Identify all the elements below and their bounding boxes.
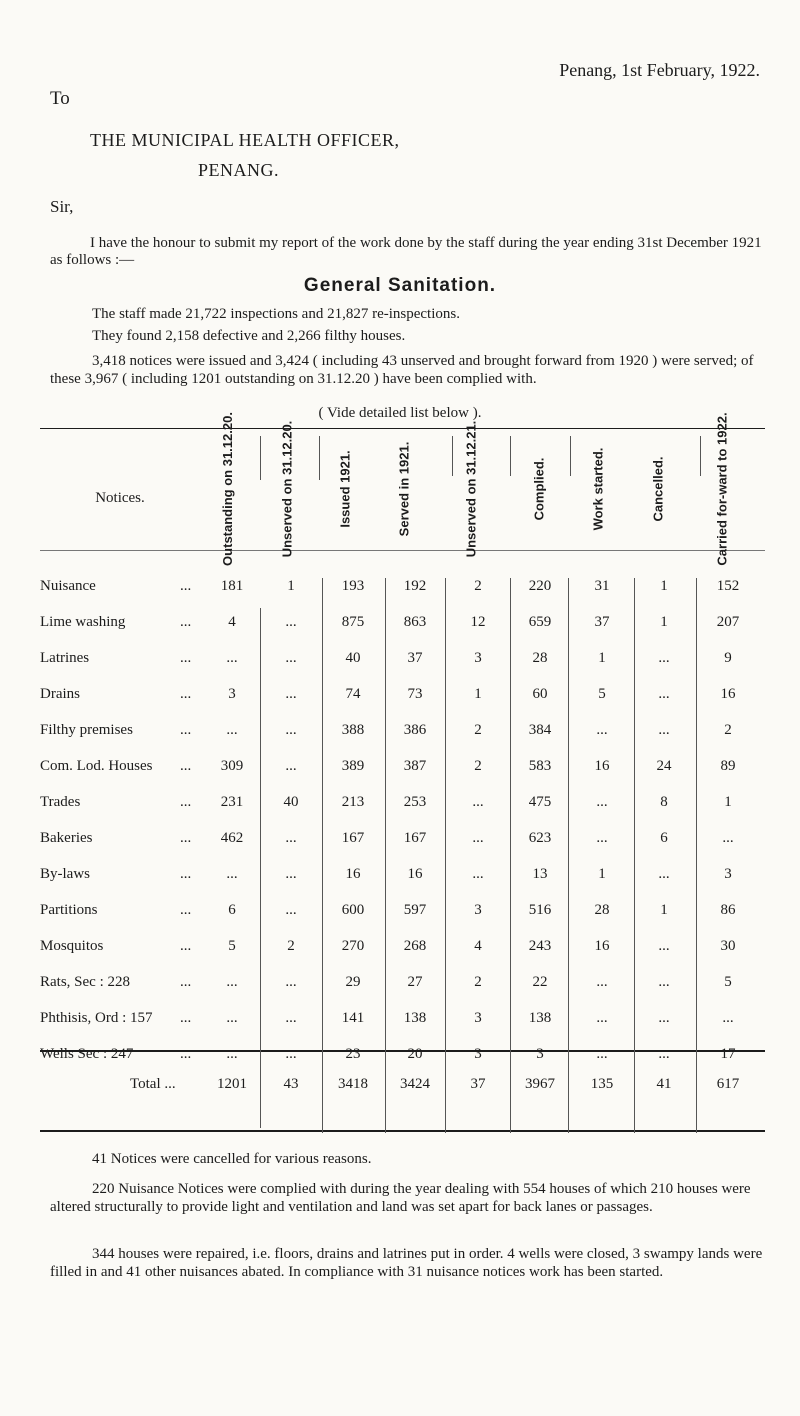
- row-label: Drains ...: [40, 686, 192, 702]
- col-divider: [260, 436, 261, 480]
- table-cell: 40: [345, 650, 361, 666]
- col-header-served: Served in 1921.: [396, 441, 412, 537]
- table-cell: ...: [472, 866, 484, 882]
- table-cell: 6: [228, 902, 236, 918]
- table-cell: 141: [341, 1010, 365, 1026]
- table-row: [40, 974, 765, 1010]
- table-cell: ...: [472, 830, 484, 846]
- table-cell: 193: [341, 578, 365, 594]
- table-cell: ...: [658, 974, 670, 990]
- table-cell: ...: [226, 1010, 238, 1026]
- col-header-unserved-21: Unserved on 31.12.21.: [463, 420, 479, 558]
- row-label: Trades ...: [40, 794, 192, 810]
- table-row: [40, 1010, 765, 1046]
- col-divider: [510, 436, 511, 476]
- footer-cancelled: 41 Notices were cancelled for various reasons.: [92, 1151, 372, 1167]
- table-cell: ...: [226, 974, 238, 990]
- table-cell: 3: [228, 686, 236, 702]
- table-cell: 16: [720, 686, 736, 702]
- table-cell: ...: [658, 938, 670, 954]
- table-cell: 24: [656, 758, 672, 774]
- table-cell: 243: [528, 938, 552, 954]
- row-label: Mosquitos ...: [40, 938, 192, 954]
- table-cell: ...: [596, 974, 608, 990]
- row-label: Nuisance ...: [40, 578, 192, 594]
- table-cell: ...: [596, 830, 608, 846]
- intro-paragraph: I have the honour to submit my report of the work done by the staff during the year ending 31st December 1921 as follows :—: [50, 235, 762, 268]
- header-rule: [40, 550, 765, 551]
- table-cell: 3: [724, 866, 732, 882]
- table-cell: 20: [407, 1046, 423, 1062]
- table-cell: 5: [724, 974, 732, 990]
- table-cell: 388: [341, 722, 365, 738]
- table-cell: ...: [658, 650, 670, 666]
- table-cell: ...: [596, 794, 608, 810]
- table-cell: 4: [474, 938, 482, 954]
- table-cell: 17: [720, 1046, 736, 1062]
- total-cell: 43: [283, 1076, 299, 1092]
- table-cell: 600: [341, 902, 365, 918]
- table-cell: ...: [596, 1046, 608, 1062]
- table-cell: 27: [407, 974, 423, 990]
- table-cell: 213: [341, 794, 365, 810]
- table-cell: ...: [658, 686, 670, 702]
- row-label: Filthy premises ...: [40, 722, 192, 738]
- table-cell: 309: [220, 758, 244, 774]
- table-cell: 9: [724, 650, 732, 666]
- table-cell: 386: [403, 722, 427, 738]
- paragraph-notices: 3,418 notices were issued and 3,424 ( including 43 unserved and brought forward from 1920 ) were served; of these 3,967 ( including 1201 outstanding on 31.12.20 ) have been complied with.: [50, 353, 754, 387]
- total-label: Total ...: [130, 1076, 176, 1092]
- paragraph-inspections: The staff made 21,722 inspections and 21,827 re-inspections.: [92, 306, 460, 322]
- table-cell: ...: [285, 866, 297, 882]
- col-header-cancelled: Cancelled.: [651, 456, 666, 522]
- table-cell: 5: [598, 686, 606, 702]
- row-label: Latrines ...: [40, 650, 192, 666]
- table-cell: 2: [474, 722, 482, 738]
- table-cell: 3: [474, 1046, 482, 1062]
- table-cell: 5: [228, 938, 236, 954]
- table-cell: 74: [345, 686, 361, 702]
- row-label: Lime washing ...: [40, 614, 192, 630]
- row-label: Partitions ...: [40, 902, 192, 918]
- table-cell: 28: [532, 650, 548, 666]
- col-divider: [700, 436, 701, 476]
- table-cell: 40: [283, 794, 299, 810]
- table-row: [40, 938, 765, 974]
- table-row: [40, 686, 765, 722]
- table-cell: 60: [532, 686, 548, 702]
- table-cell: 583: [528, 758, 552, 774]
- table-cell: 3: [474, 902, 482, 918]
- table-cell: 387: [403, 758, 427, 774]
- table-cell: 623: [528, 830, 552, 846]
- table-cell: 89: [720, 758, 736, 774]
- table-cell: 1: [660, 614, 668, 630]
- col-header-carried-forward: Carried for-ward to 1922.: [715, 412, 730, 566]
- table-cell: 37: [407, 650, 423, 666]
- table-cell: ...: [722, 830, 734, 846]
- table-row: [40, 866, 765, 902]
- table-row: [40, 650, 765, 686]
- table-row: [40, 902, 765, 938]
- table-cell: ...: [285, 830, 297, 846]
- table-cell: 12: [470, 614, 486, 630]
- table-cell: 23: [345, 1046, 361, 1062]
- table-cell: 152: [716, 578, 740, 594]
- table-cell: 875: [341, 614, 365, 630]
- table-row: [40, 722, 765, 758]
- table-cell: ...: [658, 866, 670, 882]
- table-row: [40, 794, 765, 830]
- total-cell: 3424: [400, 1076, 430, 1092]
- table-cell: ...: [285, 614, 297, 630]
- col-header-work-started: Work started.: [590, 447, 605, 531]
- table-cell: 138: [528, 1010, 552, 1026]
- table-cell: 2: [287, 938, 295, 954]
- table-cell: 28: [594, 902, 610, 918]
- table-cell: 29: [345, 974, 361, 990]
- table-cell: 8: [660, 794, 668, 810]
- table-cell: ...: [658, 1046, 670, 1062]
- table-cell: 2: [474, 974, 482, 990]
- col-header-outstanding: Outstanding on 31.12.20.: [220, 412, 235, 566]
- table-bottom-rule: [40, 1130, 765, 1132]
- table-top-rule: [40, 428, 765, 429]
- table-cell: 863: [403, 614, 427, 630]
- table-cell: 2: [474, 578, 482, 594]
- table-cell: ...: [285, 686, 297, 702]
- notices-header: Notices.: [95, 490, 145, 506]
- table-cell: 37: [594, 614, 610, 630]
- table-cell: ...: [285, 722, 297, 738]
- table-cell: 3: [474, 1010, 482, 1026]
- table-cell: ...: [285, 974, 297, 990]
- table-cell: 73: [407, 686, 423, 702]
- table-cell: 268: [403, 938, 427, 954]
- table-row: [40, 830, 765, 866]
- table-cell: 231: [220, 794, 244, 810]
- total-cell: 37: [470, 1076, 486, 1092]
- salutation: Sir,: [50, 197, 74, 216]
- table-cell: ...: [285, 902, 297, 918]
- table-cell: 1: [598, 650, 606, 666]
- col-header-complied: Complied.: [531, 457, 546, 521]
- total-cell: 3967: [525, 1076, 555, 1092]
- to-label: To: [50, 88, 70, 109]
- table-cell: 167: [341, 830, 365, 846]
- table-cell: 1: [724, 794, 732, 810]
- table-cell: ...: [285, 650, 297, 666]
- table-cell: 16: [345, 866, 361, 882]
- vide-note: ( Vide detailed list below ).: [318, 405, 482, 421]
- table-cell: 138: [403, 1010, 427, 1026]
- section-heading: General Sanitation.: [303, 275, 497, 296]
- total-cell: 41: [656, 1076, 672, 1092]
- table-cell: 4: [228, 614, 236, 630]
- table-cell: ...: [722, 1010, 734, 1026]
- addressee-line-1: THE MUNICIPAL HEALTH OFFICER,: [90, 130, 400, 150]
- table-cell: 181: [220, 578, 244, 594]
- total-cell: 135: [590, 1076, 614, 1092]
- table-row: [40, 758, 765, 794]
- table-cell: 6: [660, 830, 668, 846]
- footer-repairs: 344 houses were repaired, i.e. floors, drains and latrines put in order. 4 wells were closed, 3 swampy lands were filled in and 41 other nuisances abated. In compliance with 31 nuisance notices work has been started.: [50, 1246, 763, 1280]
- col-header-issued: Issued 1921.: [338, 450, 354, 528]
- table-cell: ...: [226, 722, 238, 738]
- row-label: Phthisis, Ord : 157 ...: [40, 1010, 192, 1026]
- table-cell: 462: [220, 830, 244, 846]
- table-cell: ...: [596, 722, 608, 738]
- table-cell: 1: [598, 866, 606, 882]
- table-cell: 31: [594, 578, 610, 594]
- table-cell: 167: [403, 830, 427, 846]
- row-label: Bakeries ...: [40, 830, 192, 846]
- table-cell: 1: [287, 578, 295, 594]
- table-cell: ...: [226, 650, 238, 666]
- table-cell: ...: [226, 1046, 238, 1062]
- table-cell: 270: [341, 938, 365, 954]
- table-cell: 516: [528, 902, 552, 918]
- row-label: Rats, Sec : 228 ...: [40, 974, 192, 990]
- total-cell: 617: [716, 1076, 740, 1092]
- table-cell: 220: [528, 578, 552, 594]
- table-cell: 13: [532, 866, 548, 882]
- col-header-unserved-20: Unserved on 31.12.20.: [279, 420, 295, 558]
- table-cell: ...: [658, 722, 670, 738]
- table-cell: ...: [472, 794, 484, 810]
- col-divider: [570, 436, 571, 476]
- table-cell: 1: [660, 902, 668, 918]
- table-cell: 16: [594, 758, 610, 774]
- table-row: [40, 614, 765, 650]
- table-cell: 253: [403, 794, 427, 810]
- table-cell: 389: [341, 758, 365, 774]
- table-cell: ...: [226, 866, 238, 882]
- row-label: By-laws ...: [40, 866, 192, 882]
- col-divider: [319, 436, 320, 480]
- table-cell: ...: [285, 1010, 297, 1026]
- table-cell: 16: [407, 866, 423, 882]
- table-cell: ...: [285, 758, 297, 774]
- total-cell: 1201: [217, 1076, 247, 1092]
- row-label: Com. Lod. Houses ...: [40, 758, 192, 774]
- total-cell: 3418: [338, 1076, 368, 1092]
- table-cell: 3: [536, 1046, 544, 1062]
- table-cell: 1: [474, 686, 482, 702]
- table-row: [40, 578, 765, 614]
- table-cell: ...: [596, 1010, 608, 1026]
- table-cell: 16: [594, 938, 610, 954]
- table-cell: 384: [528, 722, 552, 738]
- table-cell: 2: [724, 722, 732, 738]
- row-label: Wells Sec : 247 ...: [40, 1046, 192, 1062]
- table-cell: ...: [285, 1046, 297, 1062]
- table-cell: 659: [528, 614, 552, 630]
- place-date: Penang, 1st February, 1922.: [559, 60, 760, 80]
- table-cell: 2: [474, 758, 482, 774]
- paragraph-houses: They found 2,158 defective and 2,266 filthy houses.: [92, 328, 406, 344]
- table-cell: 597: [403, 902, 427, 918]
- footer-nuisance: 220 Nuisance Notices were complied with during the year dealing with 554 houses of which 210 houses were altered structurally to provide light and ventilation and land was set apart for back lanes or passages.: [50, 1181, 751, 1215]
- table-cell: 192: [403, 578, 427, 594]
- table-cell: 207: [716, 614, 740, 630]
- table-cell: ...: [658, 1010, 670, 1026]
- table-cell: 22: [532, 974, 548, 990]
- table-cell: 30: [720, 938, 736, 954]
- addressee-line-2: PENANG.: [198, 160, 280, 180]
- table-cell: 475: [528, 794, 552, 810]
- table-cell: 3: [474, 650, 482, 666]
- col-divider: [452, 436, 453, 476]
- table-cell: 86: [720, 902, 736, 918]
- table-cell: 1: [660, 578, 668, 594]
